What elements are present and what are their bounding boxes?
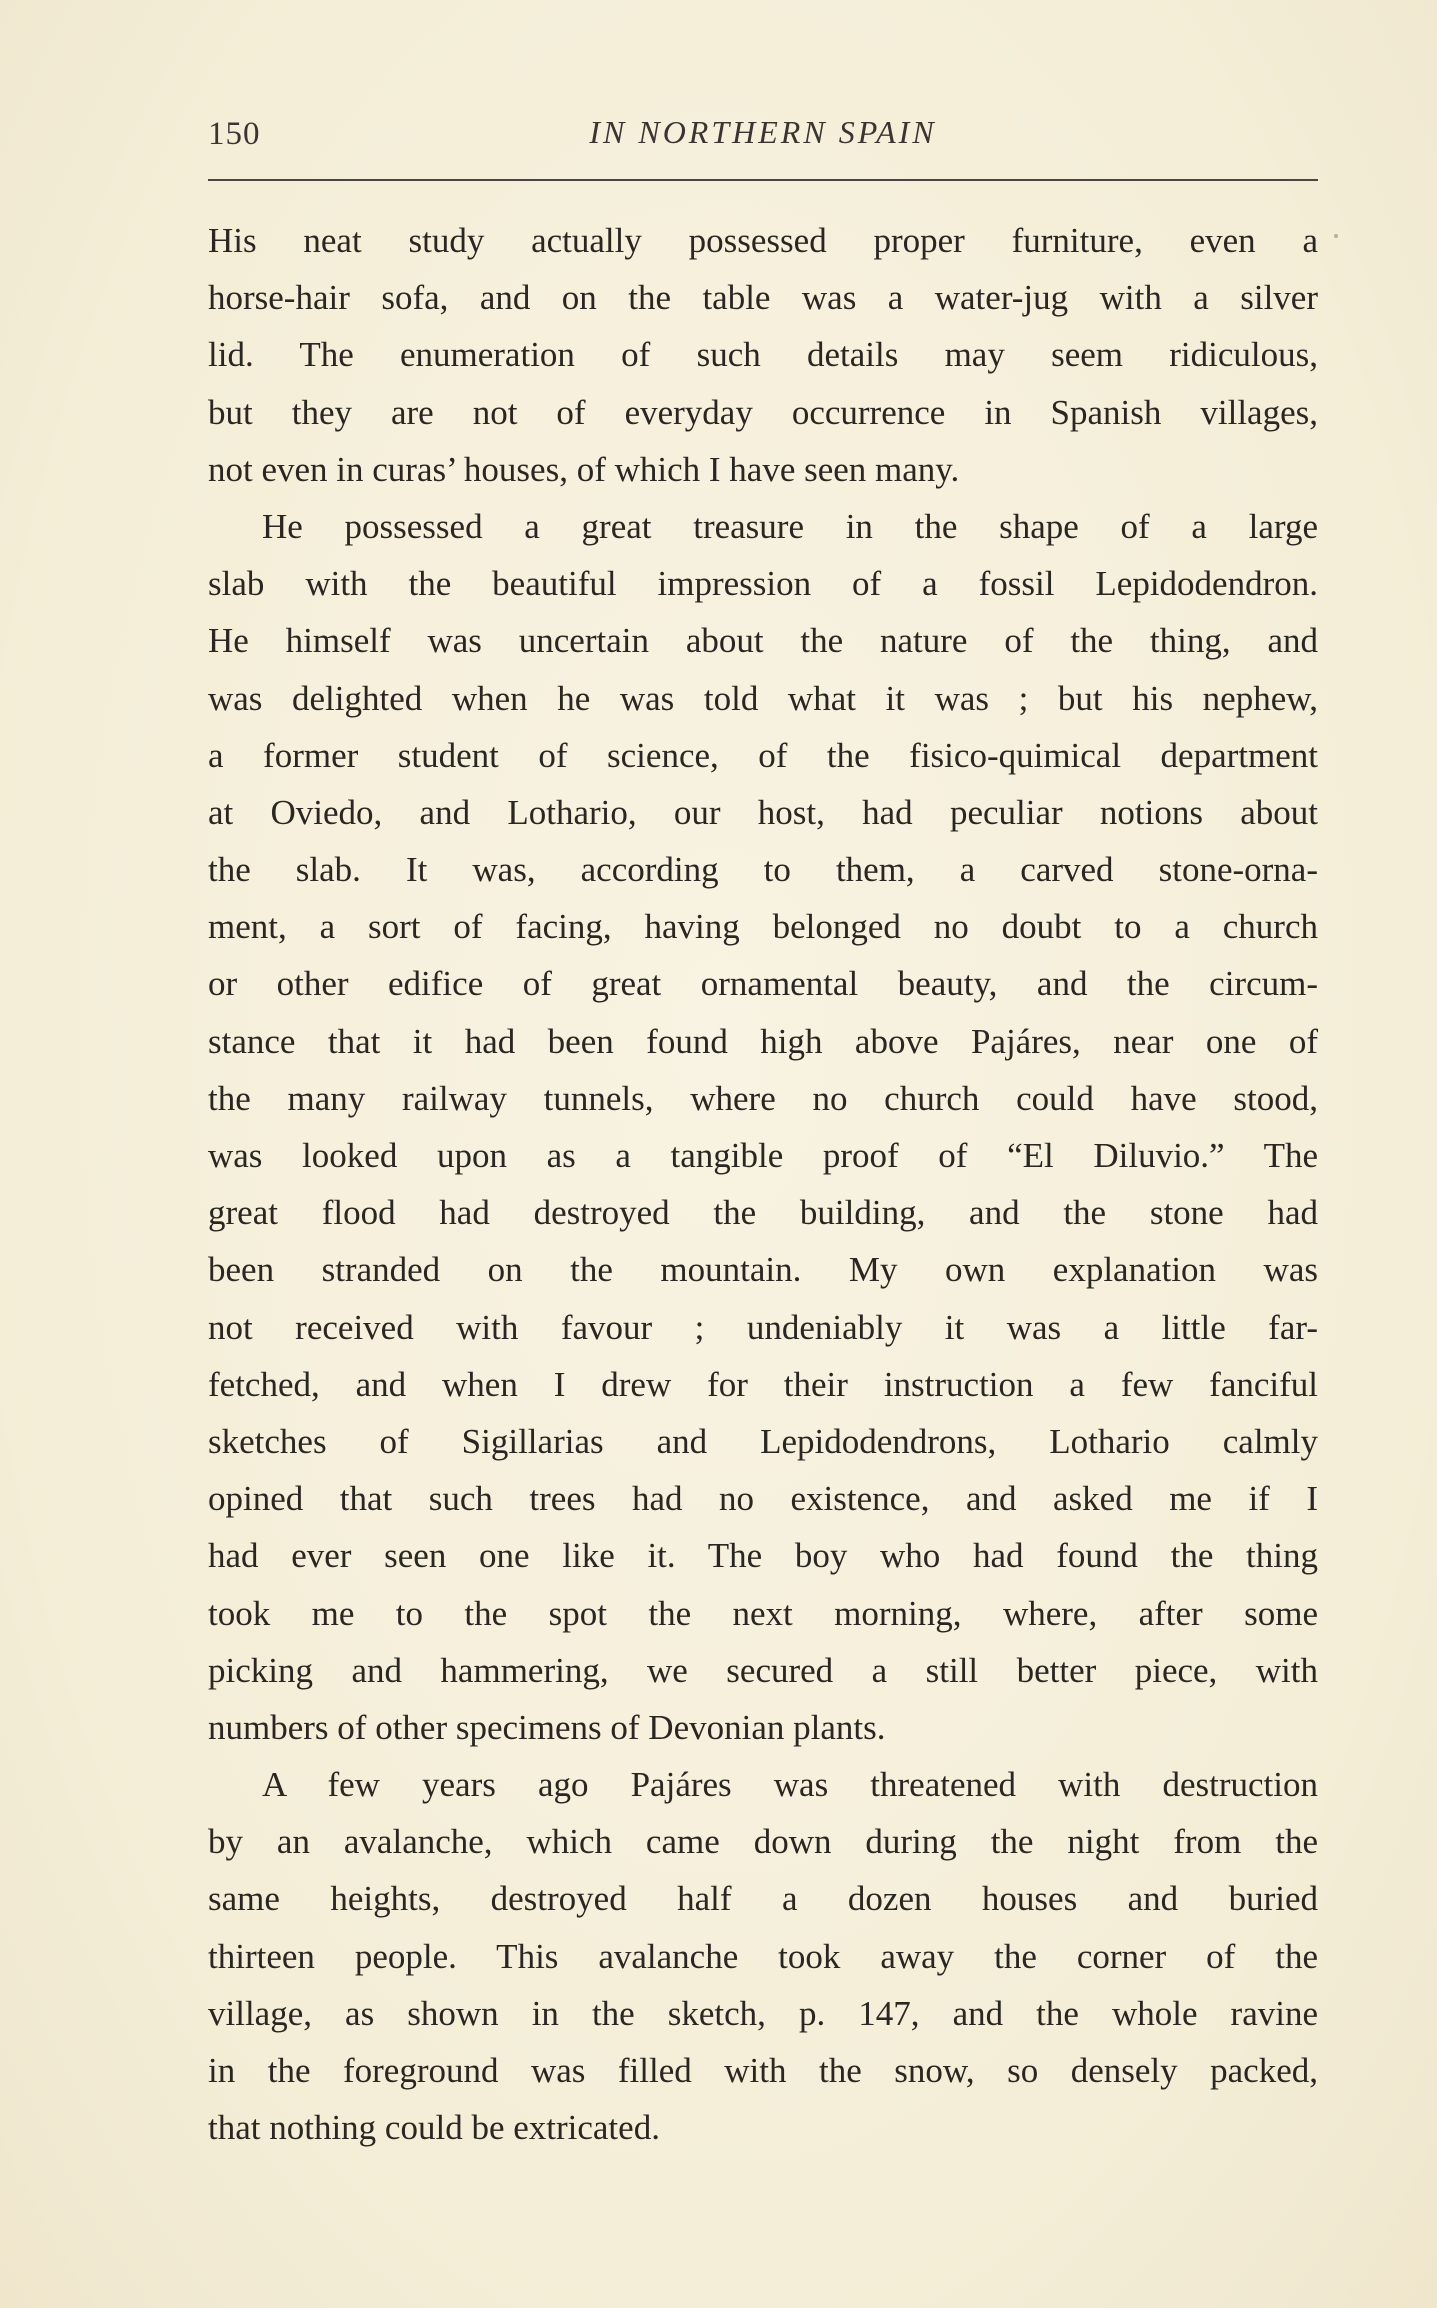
text-line: not received with favour ; undeniably it was a little far- [208,1307,1318,1347]
text-line: not even in curas’ houses, of which I have seen many. [208,449,960,489]
text-line: but they are not of everyday occurrence in Spanish villages, [208,392,1318,432]
text-line: the many railway tunnels, where no church could have stood, [208,1078,1318,1118]
text-line: stance that it had been found high above Pajáres, near one of [208,1021,1318,1061]
text-line: a former student of science, of the fisico-quimical department [208,735,1318,775]
paragraph [208,498,1318,1756]
text-line: village, as shown in the sketch, p. 147, and the whole ravine [208,1993,1318,2033]
page-header [208,112,1318,166]
text-line: was delighted when he was told what it was ; but his nephew, [208,678,1318,718]
text-line: A few years ago Pajáres was threatened with destruction [262,1765,1318,1805]
paper-speck [1334,234,1338,238]
text-line: He possessed a great treasure in the shape of a large [262,506,1318,546]
text-line: He himself was uncertain about the nature of the thing, and [208,621,1318,661]
text-line: His neat study actually possessed proper furniture, even a [208,221,1318,260]
text-line: fetched, and when I drew for their instruction a few fanciful [208,1364,1318,1404]
paragraph [208,1756,1318,2156]
text-line: been stranded on the mountain. My own explanation was [208,1250,1318,1290]
text-line: was looked upon as a tangible proof of “El Diluvio.” The [208,1136,1318,1175]
text-line: sketches of Sigillarias and Lepidodendrons, Lothario calmly [208,1421,1318,1461]
text-line: by an avalanche, which came down during the night from the [208,1822,1318,1862]
text-line: that nothing could be extricated. [208,2108,660,2148]
text-line: slab with the beautiful impression of a fossil Lepidodendron. [208,564,1318,604]
body-text [208,212,1318,2156]
paragraph [208,212,1318,498]
text-line: opined that such trees had no existence, and asked me if I [208,1479,1318,1519]
text-line: the slab. It was, according to them, a carved stone-orna- [208,850,1318,890]
text-line: same heights, destroyed half a dozen houses and buried [208,1879,1318,1919]
page-number: 150 [208,116,261,152]
text-line: in the foreground was filled with the snow, so densely packed, [208,2051,1318,2090]
text-line: numbers of other specimens of Devonian plants. [208,1707,886,1747]
text-line: thirteen people. This avalanche took away the corner of the [208,1936,1318,1976]
text-line: lid. The enumeration of such details may seem ridiculous, [208,335,1318,375]
text-line: ment, a sort of facing, having belonged no doubt to a church [208,907,1318,947]
text-line: horse-hair sofa, and on the table was a water-jug with a silver [208,278,1318,318]
text-line: great flood had destroyed the building, and the stone had [208,1193,1318,1233]
text-line: had ever seen one like it. The boy who had found the thing [208,1536,1318,1576]
text-line: or other edifice of great ornamental beauty, and the circum- [208,964,1318,1004]
text-line: took me to the spot the next morning, where, after some [208,1593,1318,1633]
text-line: picking and hammering, we secured a still better piece, with [208,1650,1318,1690]
running-head: IN NORTHERN SPAIN [589,114,937,150]
header-rule [208,179,1318,181]
text-line: at Oviedo, and Lothario, our host, had peculiar notions about [208,792,1318,832]
